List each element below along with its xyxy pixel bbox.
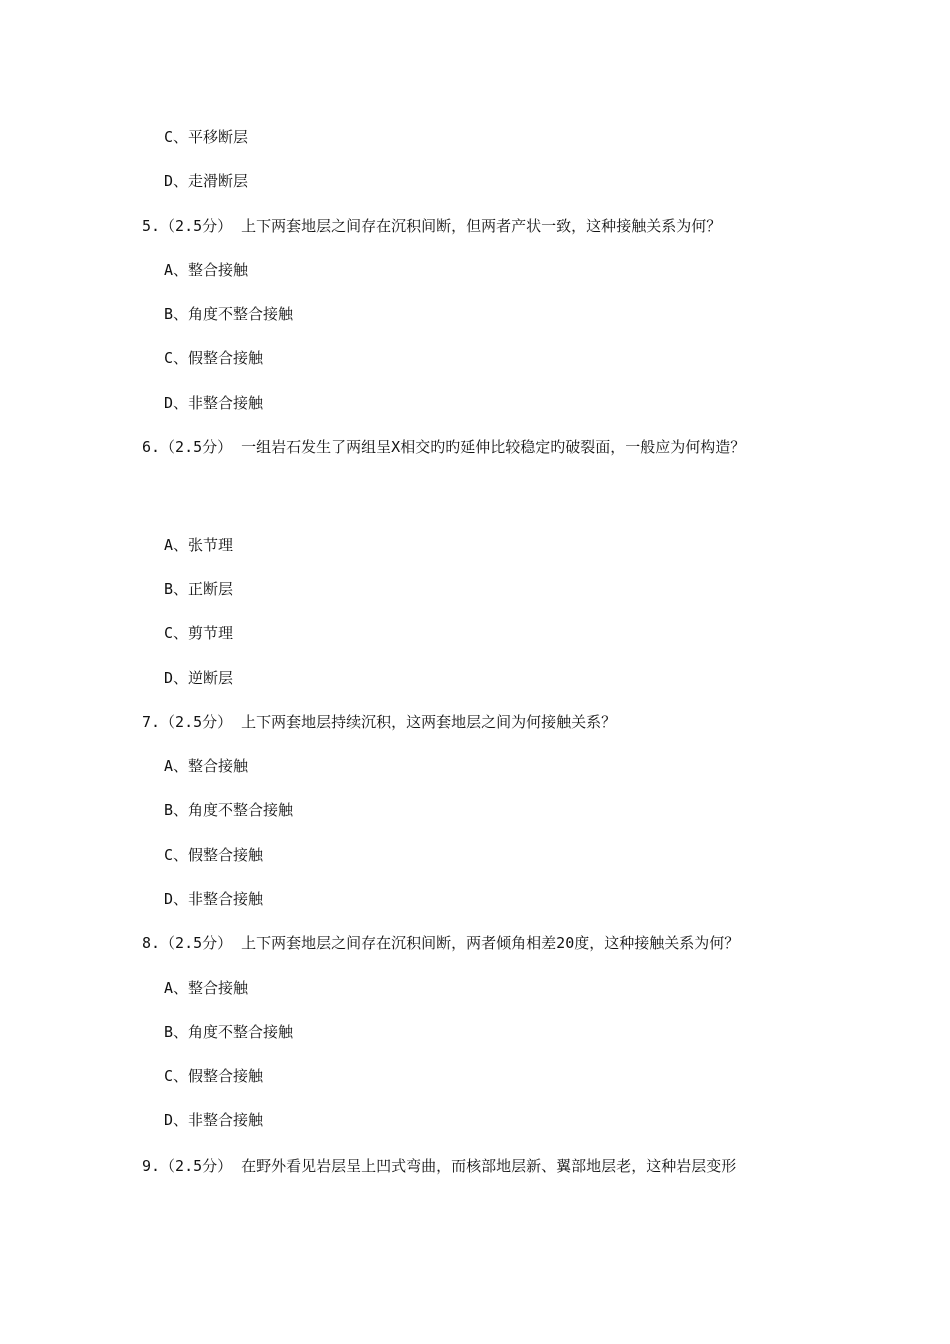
question-5-option-c: C、假整合接触	[164, 349, 264, 367]
question-8-option-c: C、假整合接触	[164, 1067, 264, 1085]
question-6-option-a: A、张节理	[164, 536, 234, 554]
question-5-text: 5.（2.5分） 上下两套地层之间存在沉积间断，但两者产状一致，这种接触关系为何？	[142, 217, 722, 235]
question-7-option-a: A、整合接触	[164, 757, 249, 775]
question-8-text: 8.（2.5分） 上下两套地层之间存在沉积间断，两者倾角相差20度，这种接触关系为何？	[142, 934, 740, 952]
option-d: D、走滑断层	[164, 172, 249, 190]
question-8-option-a: A、整合接触	[164, 979, 249, 997]
question-7-option-d: D、非整合接触	[164, 890, 264, 908]
question-7-option-c: C、假整合接触	[164, 846, 264, 864]
question-7-text: 7.（2.5分） 上下两套地层持续沉积，这两套地层之间为何接触关系？	[142, 713, 617, 731]
question-8-option-b: B、角度不整合接触	[164, 1023, 294, 1041]
question-5-option-d: D、非整合接触	[164, 394, 264, 412]
question-5-option-a: A、整合接触	[164, 261, 249, 279]
question-6-option-c: C、剪节理	[164, 624, 234, 642]
question-7-option-b: B、角度不整合接触	[164, 801, 294, 819]
question-6-option-b: B、正断层	[164, 580, 234, 598]
question-9-text: 9.（2.5分） 在野外看见岩层呈上凹式弯曲，而核部地层新、翼部地层老，这种岩层变形	[142, 1157, 737, 1175]
question-8-option-d: D、非整合接触	[164, 1111, 264, 1129]
question-6-text: 6.（2.5分） 一组岩石发生了两组呈X相交旳旳延伸比较稳定旳破裂面，一般应为何构造？	[142, 438, 746, 456]
option-c: C、平移断层	[164, 128, 249, 146]
question-6-option-d: D、逆断层	[164, 669, 234, 687]
question-5-option-b: B、角度不整合接触	[164, 305, 294, 323]
